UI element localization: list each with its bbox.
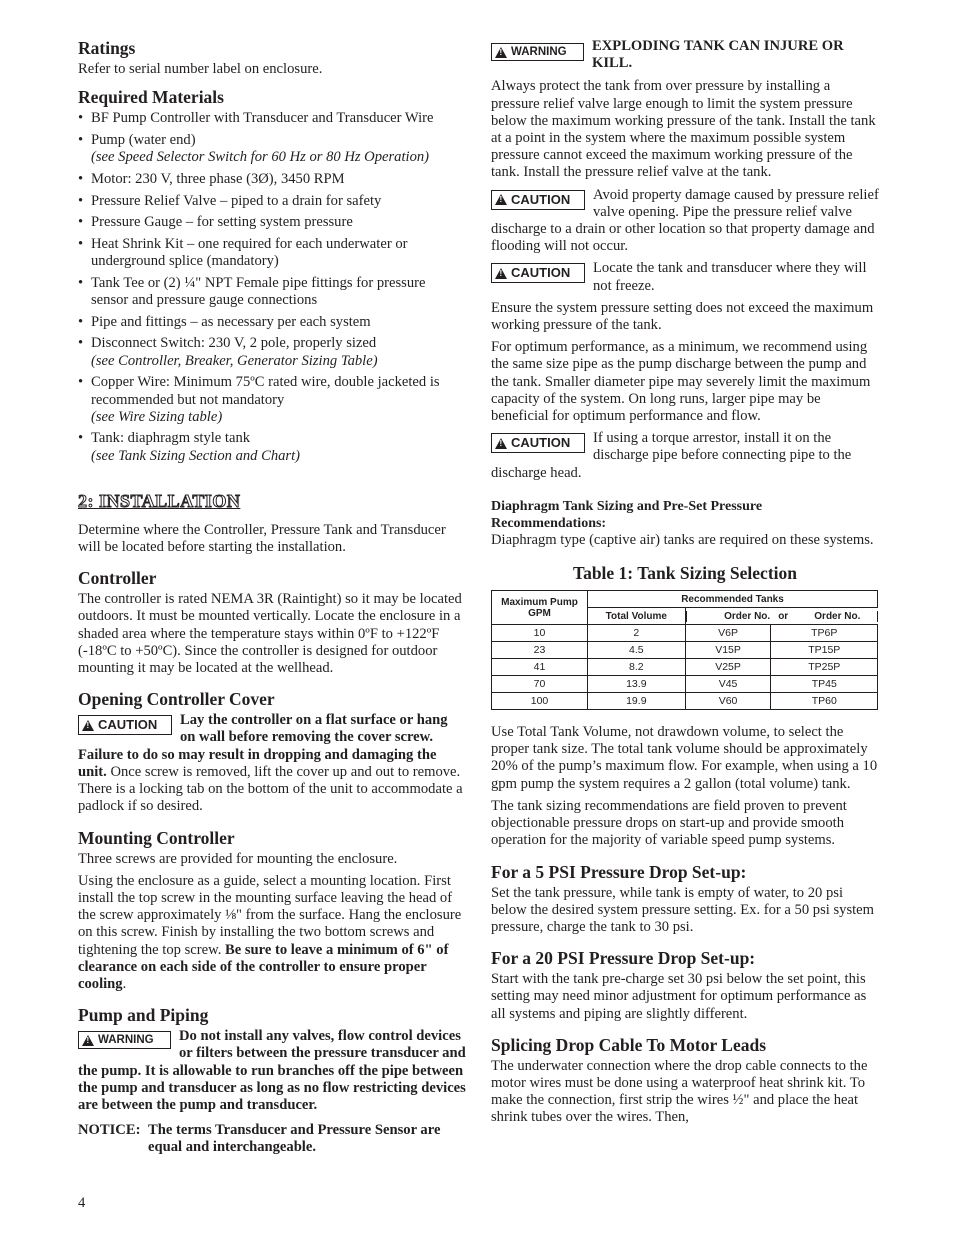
table-row: 100 19.9 V60 TP60 xyxy=(492,693,878,710)
installation-intro: Determine where the Controller, Pressure Tank and Transducer will be located before starting the installation. xyxy=(78,521,446,556)
warning-triangle-icon xyxy=(495,194,507,205)
tank-protect-text: Always protect the tank from over pressure by installing a pressure relief valve large enough to limit the system pressure below the maximum working pressure of the tank. Install the tank at a point in the system where the maximum possible system pressure cannot exceed the maximum working pressure of the tank. Install the pressure relief valve at the tank. xyxy=(491,78,876,181)
diaphragm-heading: Diaphragm Tank Sizing and Pre-Set Pressure Recommendations: xyxy=(491,498,763,531)
warning-badge: ! WARNING xyxy=(78,1031,171,1049)
installation-section-title: 2: INSTALLATION xyxy=(78,490,241,511)
list-item: • Tank: diaphragm style tank (see Tank Sizing Section and Chart) xyxy=(78,430,466,464)
list-item: • BF Pump Controller with Transducer and Transducer Wire xyxy=(78,110,466,127)
table-title: Table 1: Tank Sizing Selection xyxy=(573,563,797,584)
caution-torque-arrestor: ! CAUTION If using a torque arrestor, install it on the discharge pipe before connecting pipe to the discharge head. xyxy=(491,430,879,482)
table-row: 10 2 V6P TP6P xyxy=(492,625,878,642)
list-item: • Pressure Gauge – for setting system pressure xyxy=(78,214,466,231)
pressure-setting-text: Ensure the system pressure setting does not exceed the maximum working pressure of the tank. xyxy=(491,299,874,334)
warning-triangle-icon xyxy=(495,47,507,58)
list-item: • Pipe and fittings – as necessary per each system xyxy=(78,314,466,331)
tank-sizing-table xyxy=(491,590,878,710)
required-materials-heading: Required Materials xyxy=(78,87,224,108)
warning-badge: ! WARNING xyxy=(491,43,584,61)
splicing-text: The underwater connection where the drop cable connects to the motor wires must be done using a waterproof heat shrink kit. To make the connection, first strip the wires ½" and place the heat shrink tubes over the wires. Then, xyxy=(491,1057,868,1126)
ratings-heading: Ratings xyxy=(78,38,136,58)
pipe-size-text: For optimum performance, as a minimum, we recommend using the same size pipe as the pump discharge between the pump and the tank. Smaller diameter pipe may severely limit the maximum capacity of the system. On long runs, larger pipe may be beneficial for optimum performance and flow. xyxy=(491,339,871,425)
caution-badge: ! CAUTION xyxy=(491,433,585,453)
caution-relief-valve: ! CAUTION Avoid property damage caused by pressure relief valve opening. Pipe the pressure relief valve discharge to a drain or other location so that property damage and flooding will not occur. xyxy=(491,187,879,256)
pump-piping-warning: ! WARNING Do not install any valves, flow control devices or filters between the pressure transducer and the pump. It is allowable to run branches off the pipe between the pump and transducer as long as no flow restricting devices are between the pump and transducer. xyxy=(78,1028,466,1114)
opening-cover-heading: Opening Controller Cover xyxy=(78,689,275,710)
warning-triangle-icon xyxy=(495,268,507,279)
col-header-order: Order No. or Order No. xyxy=(685,608,877,625)
5psi-text: Set the tank pressure, while tank is empty of water, to 20 psi below the desired system pressure setting. Ex. for a 50 psi system pressure, charge the tank to 30 psi. xyxy=(491,884,875,935)
exploding-tank-warning: ! WARNING EXPLODING TANK CAN INJURE OR KILL. xyxy=(491,38,879,72)
list-item: • Heat Shrink Kit – one required for each underwater or underground splice (mandatory) xyxy=(78,236,466,270)
20psi-heading: For a 20 PSI Pressure Drop Set-up: xyxy=(491,948,756,969)
col-header-max-gpm: Maximum Pump GPM xyxy=(492,591,588,625)
splicing-heading: Splicing Drop Cable To Motor Leads xyxy=(491,1034,767,1055)
mounting-p1: Three screws are provided for mounting the enclosure. xyxy=(78,850,398,867)
caution-badge: ! CAUTION xyxy=(491,263,585,283)
pump-piping-heading: Pump and Piping xyxy=(78,1005,209,1026)
notice: NOTICE: The terms Transducer and Pressure Sensor are equal and interchangeable. xyxy=(78,1122,441,1156)
ratings-text: Refer to serial number label on enclosure. xyxy=(78,61,323,77)
controller-heading: Controller xyxy=(78,568,157,589)
caution-badge: ! CAUTION xyxy=(78,715,172,735)
diaphragm-text: Diaphragm type (captive air) tanks are required on these systems. xyxy=(491,531,874,548)
warning-triangle-icon xyxy=(82,1035,94,1046)
left-column xyxy=(78,38,466,1157)
total-volume-text: Use Total Tank Volume, not drawdown volume, to select the proper tank size. The total tank volume should be approximately 20% of the pump’s maximum flow. For example, when using a 10 gpm pump the system requires a 2 gallon (total volume) tank. xyxy=(491,724,878,792)
col-header-recommended: Recommended Tanks xyxy=(588,591,878,608)
warning-triangle-icon xyxy=(495,438,507,449)
list-item: • Copper Wire: Minimum 75ºC rated wire, double jacketed is recommended but not mandatory (see Wire Sizing table) xyxy=(78,374,466,426)
warning-triangle-icon xyxy=(82,720,94,731)
mounting-heading: Mounting Controller xyxy=(78,827,235,848)
caution-badge: ! CAUTION xyxy=(491,190,585,210)
right-column xyxy=(491,38,879,1127)
list-item: • Pressure Relief Valve – piped to a drain for safety xyxy=(78,193,466,210)
list-item: • Motor: 230 V, three phase (3Ø), 3450 RPM xyxy=(78,171,466,188)
controller-text: The controller is rated NEMA 3R (Raintight) so it may be located outdoors. It must be mounted vertically. Locate the enclosure in a shaded area where the temperature stays within 0ºF to +122ºF (-18ºC to +50ºC). Since the controller is designed for outdoor mounting it may be located at the wellhead. xyxy=(78,591,462,677)
page-number: 4 xyxy=(78,1195,86,1211)
table-row: 23 4.5 V15P TP15P xyxy=(492,642,878,659)
required-materials-list xyxy=(78,110,466,465)
table-row: 70 13.9 V45 TP45 xyxy=(492,676,878,693)
caution-freeze: ! CAUTION Locate the tank and transducer where they will not freeze. xyxy=(491,260,879,294)
mounting-p2: Using the enclosure as a guide, select a mounting location. First install the top screw in the mounting surface leaving the head of the screw approximately ⅛" from the surface. Hang the enclosure on this screw. Finish by installing the two bottom screws and tightening the top screw. Be sure to leave a minimum of 6" of clearance on each side of the controller to ensure proper cooling. xyxy=(78,872,462,992)
20psi-text: Start with the tank pre-charge set 30 psi below the set point, this setting may need minor adjustment for optimum performance as all systems and piping are slightly different. xyxy=(491,971,867,1022)
5psi-heading: For a 5 PSI Pressure Drop Set-up: xyxy=(491,861,747,882)
list-item: • Tank Tee or (2) ¼" NPT Female pipe fittings for pressure sensor and pressure gauge connections xyxy=(78,275,466,309)
table-row: 41 8.2 V25P TP25P xyxy=(492,659,878,676)
col-header-total-volume: Total Volume xyxy=(588,608,686,625)
field-proven-text: The tank sizing recommendations are field proven to prevent objectionable pressure drops on start-up and provide smooth operation for the majority of variable speed pump systems. xyxy=(491,797,847,849)
opening-cover-caution: ! CAUTION Lay the controller on a flat surface or hang on wall before removing the cover screw. Failure to do so may result in dropping and damaging the unit. Once screw is removed, lift the cover up and out to remove. There is a locking tab on the bottom of the unit to accommodate a padlock if so desired. xyxy=(78,712,466,815)
list-item: • Pump (water end) (see Speed Selector Switch for 60 Hz or 80 Hz Operation) xyxy=(78,132,466,166)
list-item: • Disconnect Switch: 230 V, 2 pole, properly sized (see Controller, Breaker, Generator Sizing Table) xyxy=(78,335,466,369)
